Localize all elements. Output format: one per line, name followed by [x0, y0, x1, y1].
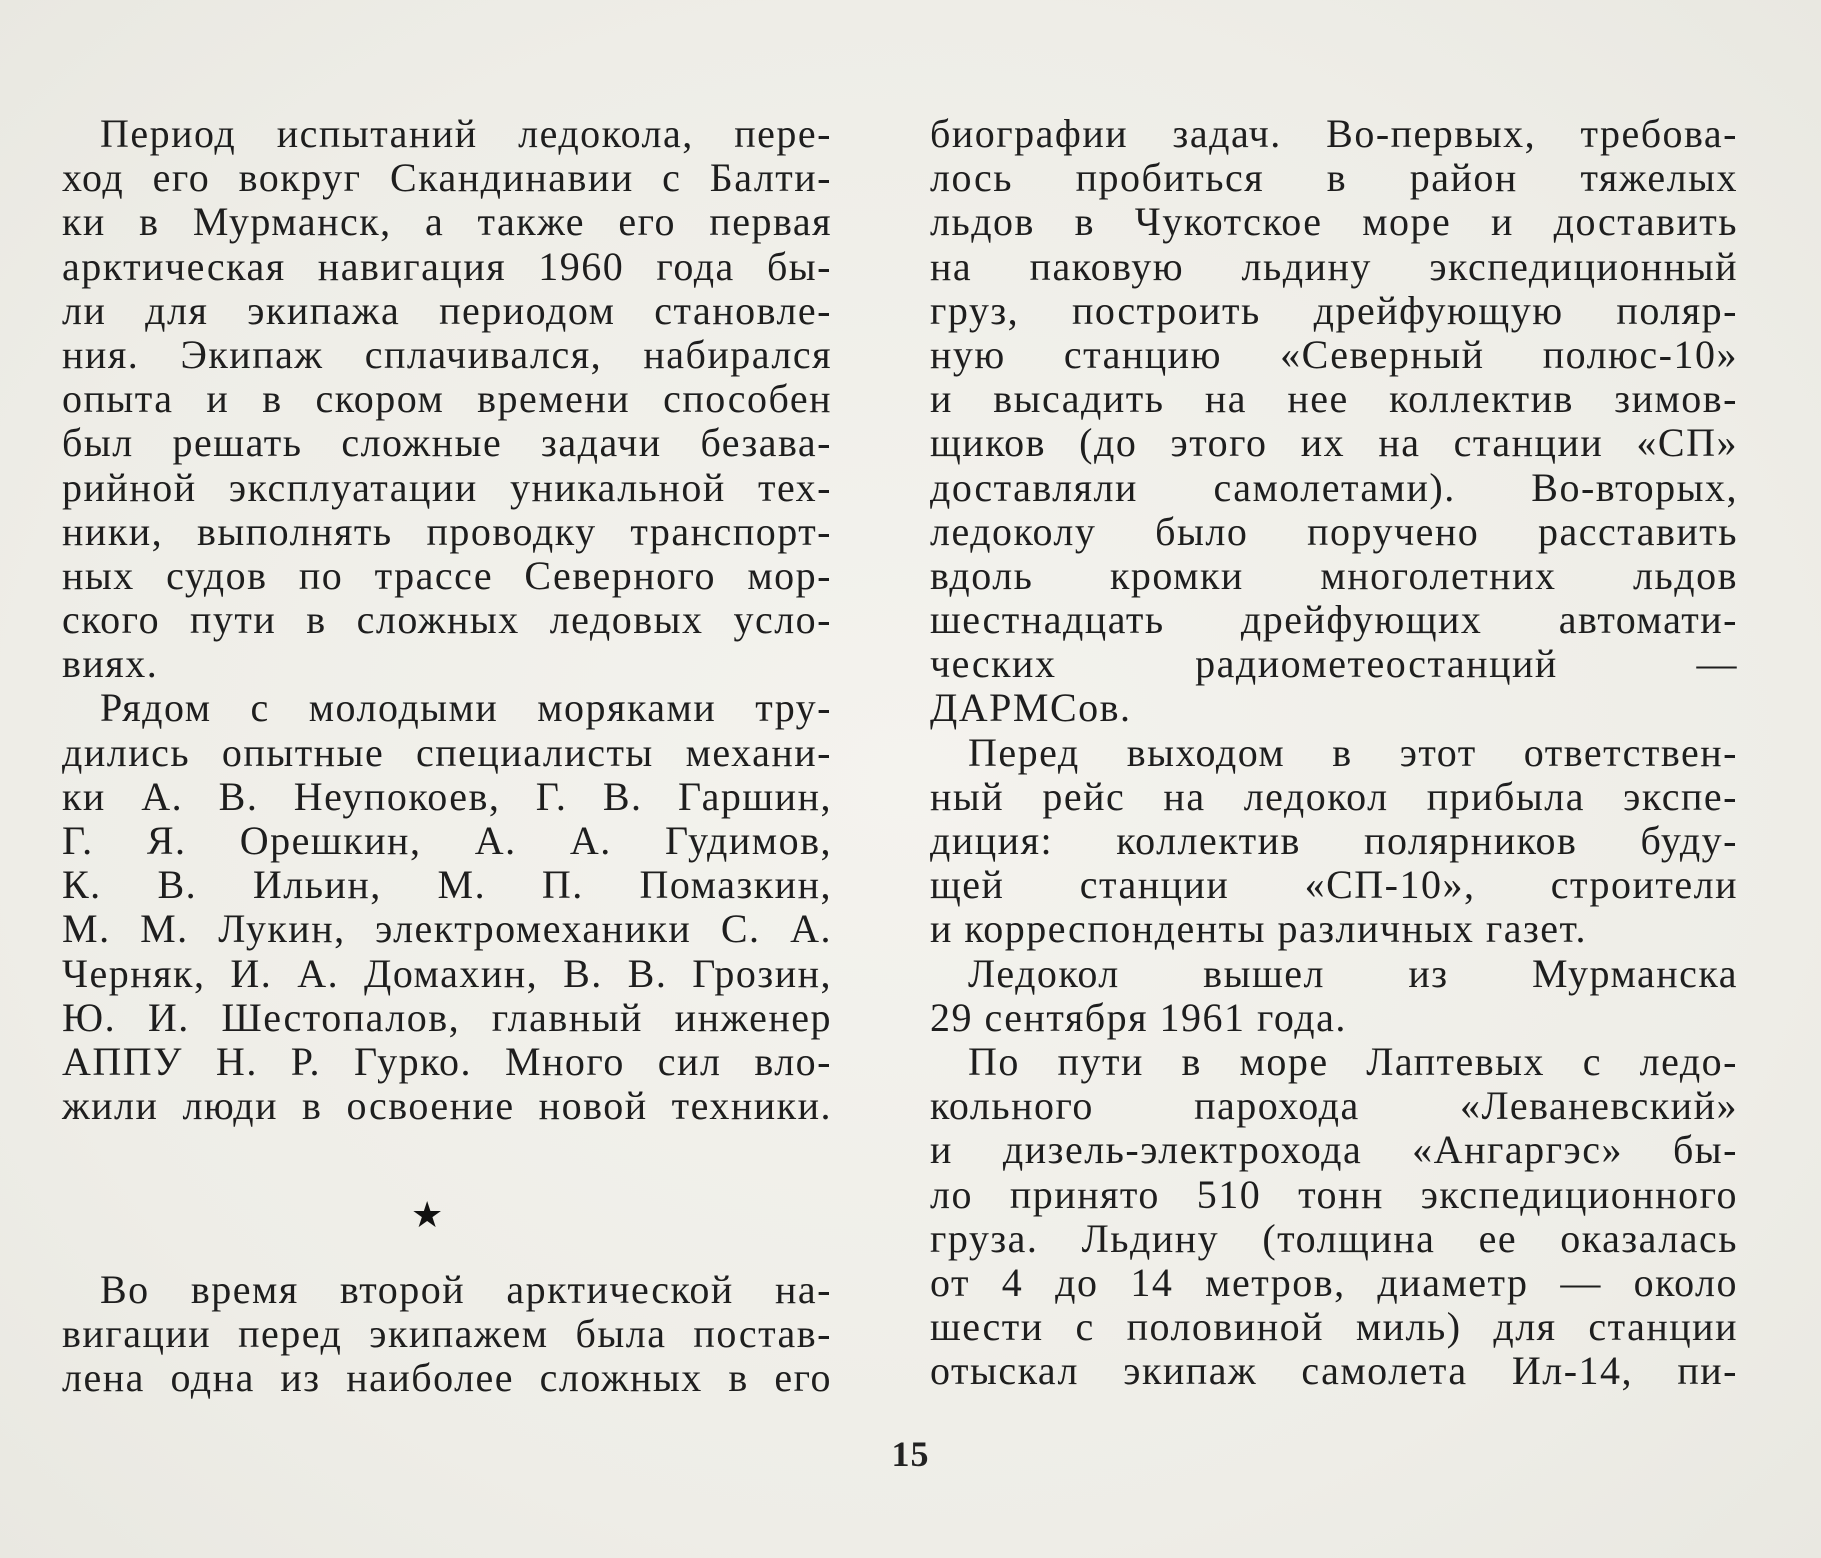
right-column — [930, 112, 1738, 1393]
text-line: Перед выходом в этот ответствен- — [968, 729, 1738, 775]
text-line: лена одна из наиболее сложных в его — [62, 1355, 832, 1401]
text-line: Черняк, И. А. Домахин, В. В. Грозин, — [62, 950, 832, 996]
text-line: кольного парохода «Леваневский» — [930, 1083, 1738, 1129]
text-line: Во время второй арктической на- — [100, 1267, 832, 1312]
text-line: щей станции «СП-10», строители — [930, 862, 1738, 908]
text-line: и дизель-электрохода «Ангаргэс» бы- — [930, 1127, 1738, 1173]
text-line: ки А. В. Неупокоев, Г. В. Гаршин, — [62, 773, 832, 819]
text-line: ческих радиометеостанций — — [930, 641, 1738, 687]
text-line: шестнадцать дрейфующих автомати- — [930, 597, 1738, 643]
star-separator-icon: ★ — [411, 1195, 444, 1235]
text-line: груза. Льдину (толщина ее оказалась — [930, 1215, 1738, 1261]
text-line: Г. Я. Орешкин, А. А. Гудимов, — [62, 818, 832, 863]
text-line: ный рейс на ледокол прибыла экспе- — [930, 773, 1738, 819]
text-line: был решать сложные задачи безава- — [62, 420, 832, 466]
text-line: лось пробиться в район тяжелых — [930, 155, 1738, 201]
text-line: жили люди в освоение новой техники. — [62, 1083, 832, 1129]
text-line: от 4 до 14 метров, диаметр — около — [930, 1259, 1738, 1305]
text-line: и высадить на нее коллектив зимов- — [930, 376, 1738, 422]
paragraph — [930, 731, 1738, 952]
text-line: Рядом с молодыми моряками тру- — [100, 685, 832, 731]
text-line: отыскал экипаж самолета Ил-14, пи- — [930, 1348, 1738, 1394]
text-line: опыта и в скором времени способен — [62, 376, 832, 422]
text-line: ния. Экипаж сплачивался, набирался — [62, 331, 832, 377]
text-line: доставляли самолетами). Во-вторых, — [930, 464, 1738, 510]
text-line: Период испытаний ледокола, пере- — [100, 111, 832, 156]
text-line: вдоль кромки многолетних льдов — [930, 552, 1738, 598]
text-line: ского пути в сложных ледовых усло- — [62, 597, 832, 643]
text-line: По пути в море Лаптевых с ледо- — [968, 1038, 1738, 1084]
text-line: М. М. Лукин, электромеханики С. А. — [62, 906, 832, 952]
text-line: ло принято 510 тонн экспедиционного — [930, 1171, 1738, 1217]
text-line: Ледокол вышел из Мурманска — [968, 950, 1738, 996]
text-line: ных судов по трассе Северного мор- — [62, 552, 832, 598]
paragraph — [930, 952, 1738, 1040]
text-line: льдов в Чукотское море и доставить — [930, 199, 1738, 245]
text-line: на паковую льдину экспедиционный — [930, 243, 1738, 289]
text-line: груз, построить дрейфующую поляр- — [930, 287, 1738, 333]
text-line: и корреспонденты различных газет. — [930, 906, 1587, 952]
text-line: К. В. Ильин, М. П. Помазкин, — [62, 862, 832, 908]
paragraph — [62, 686, 832, 1128]
text-line: рийной эксплуатации уникальной тех- — [62, 464, 832, 510]
text-line: арктическая навигация 1960 года бы- — [62, 243, 832, 289]
text-line: ледоколу было поручено расставить — [930, 508, 1738, 554]
left-column — [62, 112, 832, 1128]
text-line: ники, выполнять проводку транспорт- — [62, 508, 832, 554]
text-line: 29 сентября 1961 года. — [930, 994, 1347, 1040]
text-line: ную станцию «Северный полюс-10» — [930, 331, 1738, 377]
text-line: ки в Мурманск, а также его первая — [62, 199, 832, 245]
text-line: АППУ Н. Р. Гурко. Много сил вло- — [62, 1038, 832, 1084]
text-line: щиков (до этого их на станции «СП» — [930, 420, 1738, 466]
text-line: виях. — [62, 641, 159, 687]
text-line: биографии задач. Во-первых, требова- — [930, 111, 1738, 156]
text-line: диция: коллектив полярников буду- — [930, 818, 1738, 863]
paragraph — [62, 1268, 832, 1401]
paragraph — [930, 112, 1738, 731]
page-number: 15 — [891, 1434, 930, 1474]
text-line: ли для экипажа периодом становле- — [62, 287, 832, 333]
text-line: ход его вокруг Скандинавии с Балти- — [62, 155, 832, 201]
text-line: дились опытные специалисты механи- — [62, 729, 832, 775]
text-line: шести с половиной миль) для станции — [930, 1304, 1738, 1350]
text-line: вигации перед экипажем была постав- — [62, 1311, 832, 1357]
text-line: ДАРМСов. — [930, 685, 1132, 731]
left-column-bottom — [62, 1268, 832, 1401]
paragraph — [930, 1040, 1738, 1394]
text-line: Ю. И. Шестопалов, главный инженер — [62, 994, 832, 1040]
paragraph — [62, 112, 832, 686]
